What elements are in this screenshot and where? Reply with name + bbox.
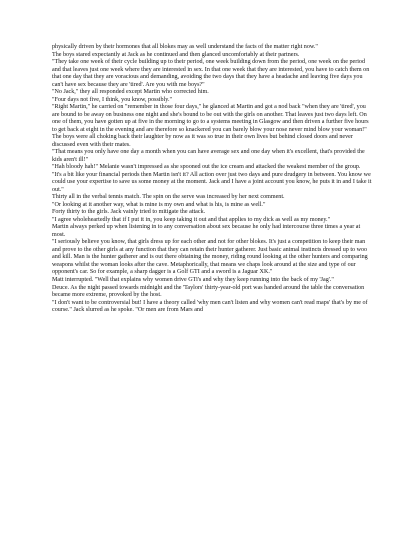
- paragraph: Martin always perked up when listening in to any conversation about sex because he only had intercourse three times a year at most.: [52, 224, 361, 238]
- paragraph: The boys stared expectantly at Jack as he continued and then glanced uncomfortably at their partners.: [52, 51, 300, 58]
- paragraph: physically driven by their hormones that all blokes may as well understand the facts of the matter right now.": [52, 44, 318, 50]
- paragraph: "I don't want to be controversial but! I have a theory called 'why men can't listen and why women can't read maps' that's by me of course." Jack slurred as he spoke. "Or men are from Mars and: [52, 299, 368, 314]
- paragraph: "Four days not five, I think, you know, possibly.": [52, 96, 172, 103]
- body-text: [52, 44, 372, 315]
- paragraph: "Right Martin," he carried on "remember in those four days," he glanced at Martin and got a nod back "when they are 'tired', you are bound to be away on business one night and she's bound to be out with the girls on another. That leaves just two days left. On one of them, you have gotten up at five in the morning to go to a systems meeting in Glasgow and then driven a further five hours to get back at eight in the evening and are therefore so knackered you can barely blow your nose never mind blow your woman!": [52, 104, 369, 133]
- paragraph: Matt interrupted. "Well that explains why women drive GTi's and why they keep running into the back of my 'Jag'.": [52, 276, 334, 283]
- paragraph: "That means you only have one day a month when you can have average sex and one day when it's excellent, that's provided the kids aren't ill!": [52, 149, 365, 163]
- paragraph: "I seriously believe you know, that girls dress up for each other and not for other blokes. It's just a competition to keep their man and prove to the other girls at any function that they can retain their hunter gatherer. Just basic animal instincts dressed up to woo and kill. Man is the hunter gatherer and is out there obtaining the money, riding round looking at the other hunters and comparing weapons whilst the woman looks after the cave. Metaphorically, that means we chaps look around at the size and type of our opponent's car. So for example, a sharp dagger is a Golf GTI and a sword is a Jaguar XK.": [52, 239, 368, 276]
- paragraph: "It's a bit like your financial periods then Martin isn't it? All action over just two days and pure drudgery in between. You know we could use your expertise to save us some money at the moment. Jack and I have a joint account you know, he puts it in and I take it out.": [52, 171, 372, 193]
- paragraph: Deuce. As the night passed towards midnight and the 'Taylors' thirty-year-old port was handed around the table the conversation became more extreme, provoked by the host.: [52, 284, 365, 299]
- paragraph: "They take one week of their cycle building up to their period, one week building down from the period, one week on the period and that leaves just one week where they are interested in sex. In that one week that they are interested, you have to catch them on that one day that they are voracious and demanding, avoiding the two days that they have a headache and leaving five days you can't have sex because they are 'tired'. Are you with me boys?": [52, 59, 370, 88]
- paragraph: "Or looking at it another way, what is mine is my own and what is his, is mine as well.": [52, 201, 266, 208]
- paragraph: The boys were all choking back their laughter by now as it was so true in their own lives but behind closed doors and never discussed even with their mates.: [52, 134, 353, 148]
- paragraph: Thirty all in the verbal tennis match. The spin on the serve was increased by her next comment.: [52, 194, 285, 201]
- paragraph: "I agree wholeheartedly that if I put it in, you keep taking it out and that applies to my dick as well as my money.": [52, 216, 331, 223]
- paragraph: "Hah bloody hah!" Melanie wasn't impressed as she spooned out the ice cream and attacked the weakest member of the group.: [52, 164, 361, 171]
- paragraph: "No Jack," they all responded except Martin who corrected him.: [52, 89, 209, 96]
- paragraph: Forty thirty to the girls. Jack vainly tried to mitigate the attack.: [52, 209, 206, 216]
